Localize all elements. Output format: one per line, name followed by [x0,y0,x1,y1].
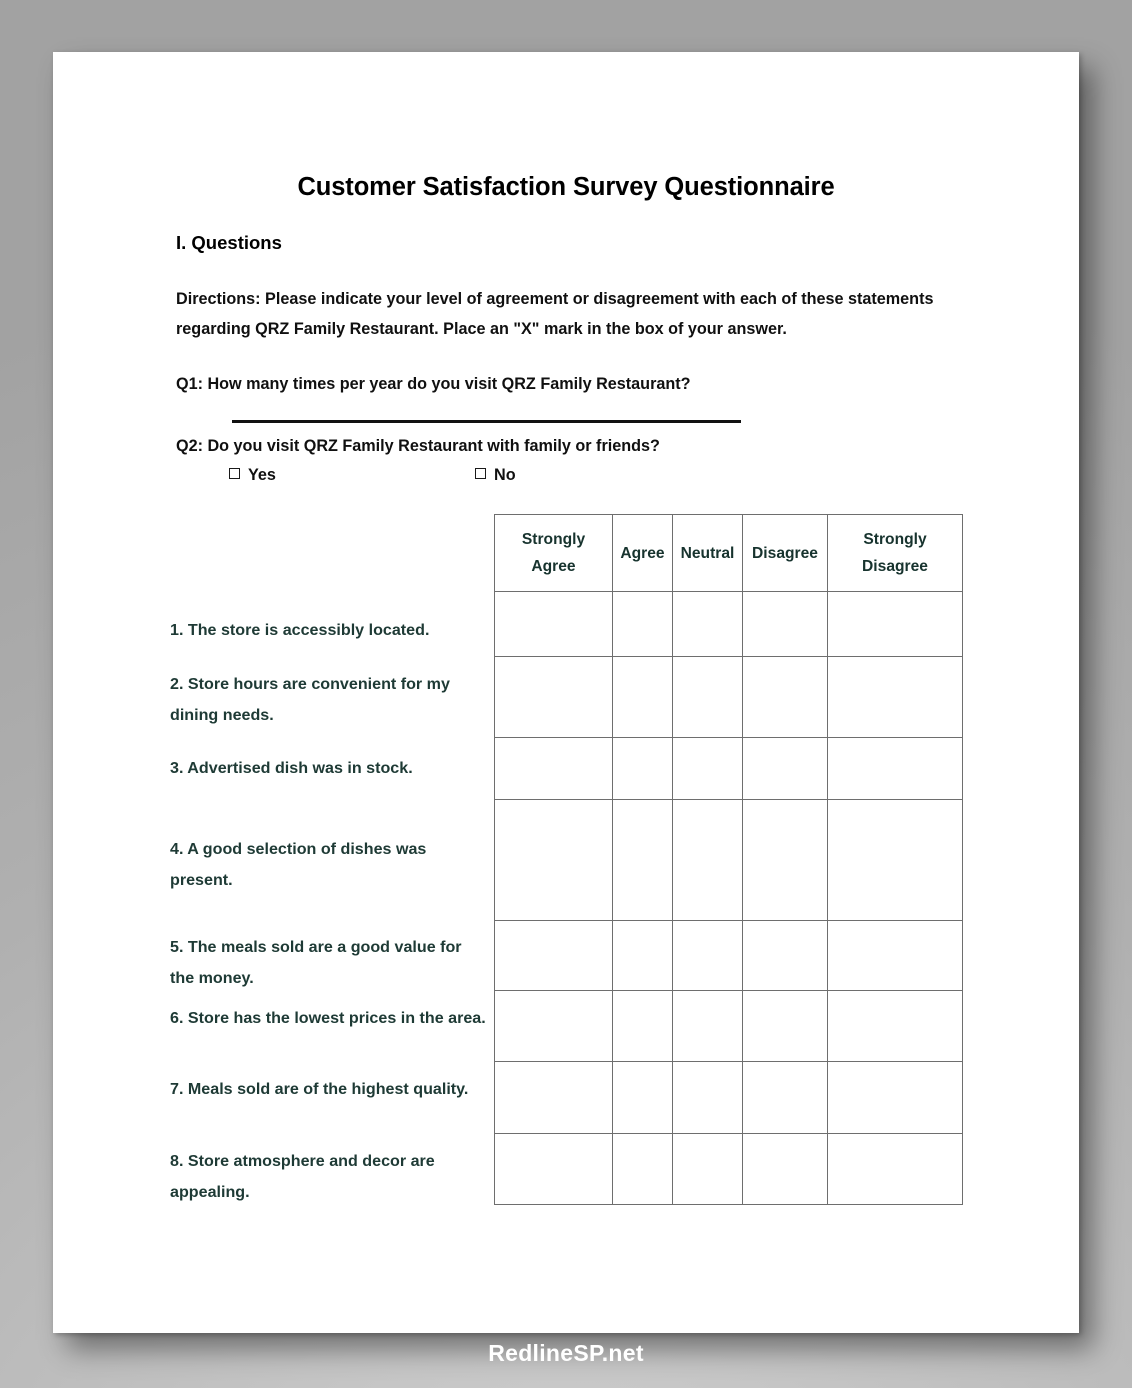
table-row [495,991,963,1062]
answer-cell[interactable] [613,800,673,921]
list-item: 8. Store atmosphere and decor are appealing. [170,1152,435,1201]
table-row [495,1134,963,1205]
answer-cell[interactable] [828,1062,963,1134]
answer-cell[interactable] [743,991,828,1062]
answer-cell[interactable] [673,1134,743,1205]
likert-table-body [495,592,963,1205]
answer-cell[interactable] [613,921,673,991]
table-row [495,921,963,991]
page-title: Customer Satisfaction Survey Questionnaire [297,173,835,201]
question-2-option-yes-label: Yes [248,466,276,484]
site-watermark: RedlineSP.net [488,1340,644,1366]
answer-cell[interactable] [673,657,743,738]
list-item: 5. The meals sold are a good value for the money. [170,938,462,987]
list-item: 2. Store hours are convenient for my dining needs. [170,675,450,724]
table-row [495,657,963,738]
question-1-text: Q1: How many times per year do you visit QRZ Family Restaurant? [176,375,691,393]
answer-cell[interactable] [495,1134,613,1205]
answer-cell[interactable] [673,800,743,921]
column-header-agree: Agree [613,515,673,592]
answer-cell[interactable] [673,1062,743,1134]
table-row [495,800,963,921]
answer-cell[interactable] [495,657,613,738]
answer-cell[interactable] [673,738,743,800]
answer-cell[interactable] [613,1062,673,1134]
table-row [495,738,963,800]
answer-cell[interactable] [495,991,613,1062]
answer-cell[interactable] [743,1134,828,1205]
answer-cell[interactable] [613,657,673,738]
answer-cell[interactable] [495,800,613,921]
answer-cell[interactable] [743,1062,828,1134]
answer-cell[interactable] [673,592,743,657]
column-header-strongly-agree: Strongly Agree [495,515,613,592]
answer-cell[interactable] [495,1062,613,1134]
answer-cell[interactable] [495,592,613,657]
answer-cell[interactable] [613,991,673,1062]
list-item: 4. A good selection of dishes was present. [170,840,427,889]
answer-cell[interactable] [613,738,673,800]
list-item: 1. The store is accessibly located. [170,621,430,639]
answer-cell[interactable] [828,800,963,921]
answer-cell[interactable] [828,921,963,991]
directions-text: Directions: Please indicate your level of agreement or disagreement with each of these statements regarding QRZ Family Restaurant. Place an "X" mark in the box of your answer. [176,290,934,338]
answer-cell[interactable] [743,657,828,738]
section-heading-questions: I. Questions [176,232,282,253]
table-row [495,1062,963,1134]
answer-cell[interactable] [828,592,963,657]
answer-cell[interactable] [828,991,963,1062]
answer-cell[interactable] [613,592,673,657]
answer-cell[interactable] [743,738,828,800]
answer-cell[interactable] [495,921,613,991]
column-header-disagree: Disagree [743,515,828,592]
page-content [53,52,1079,1333]
question-2-text: Q2: Do you visit QRZ Family Restaurant with family or friends? [176,437,660,455]
answer-cell[interactable] [828,657,963,738]
list-item: 6. Store has the lowest prices in the area. [170,1009,486,1027]
list-item: 7. Meals sold are of the highest quality. [170,1080,469,1098]
likert-scale-table [494,514,963,1205]
question-2-option-no-label: No [494,466,516,484]
column-header-strongly-disagree: Strongly Disagree [828,515,963,592]
document-sheet [53,52,1079,1333]
answer-cell[interactable] [743,921,828,991]
table-row [495,592,963,657]
answer-cell[interactable] [673,991,743,1062]
answer-cell[interactable] [673,921,743,991]
answer-cell[interactable] [743,592,828,657]
answer-cell[interactable] [743,800,828,921]
table-header-row [495,515,963,592]
list-item: 3. Advertised dish was in stock. [170,759,413,777]
answer-cell[interactable] [828,1134,963,1205]
answer-cell[interactable] [613,1134,673,1205]
column-header-neutral: Neutral [673,515,743,592]
answer-cell[interactable] [495,738,613,800]
answer-cell[interactable] [828,738,963,800]
